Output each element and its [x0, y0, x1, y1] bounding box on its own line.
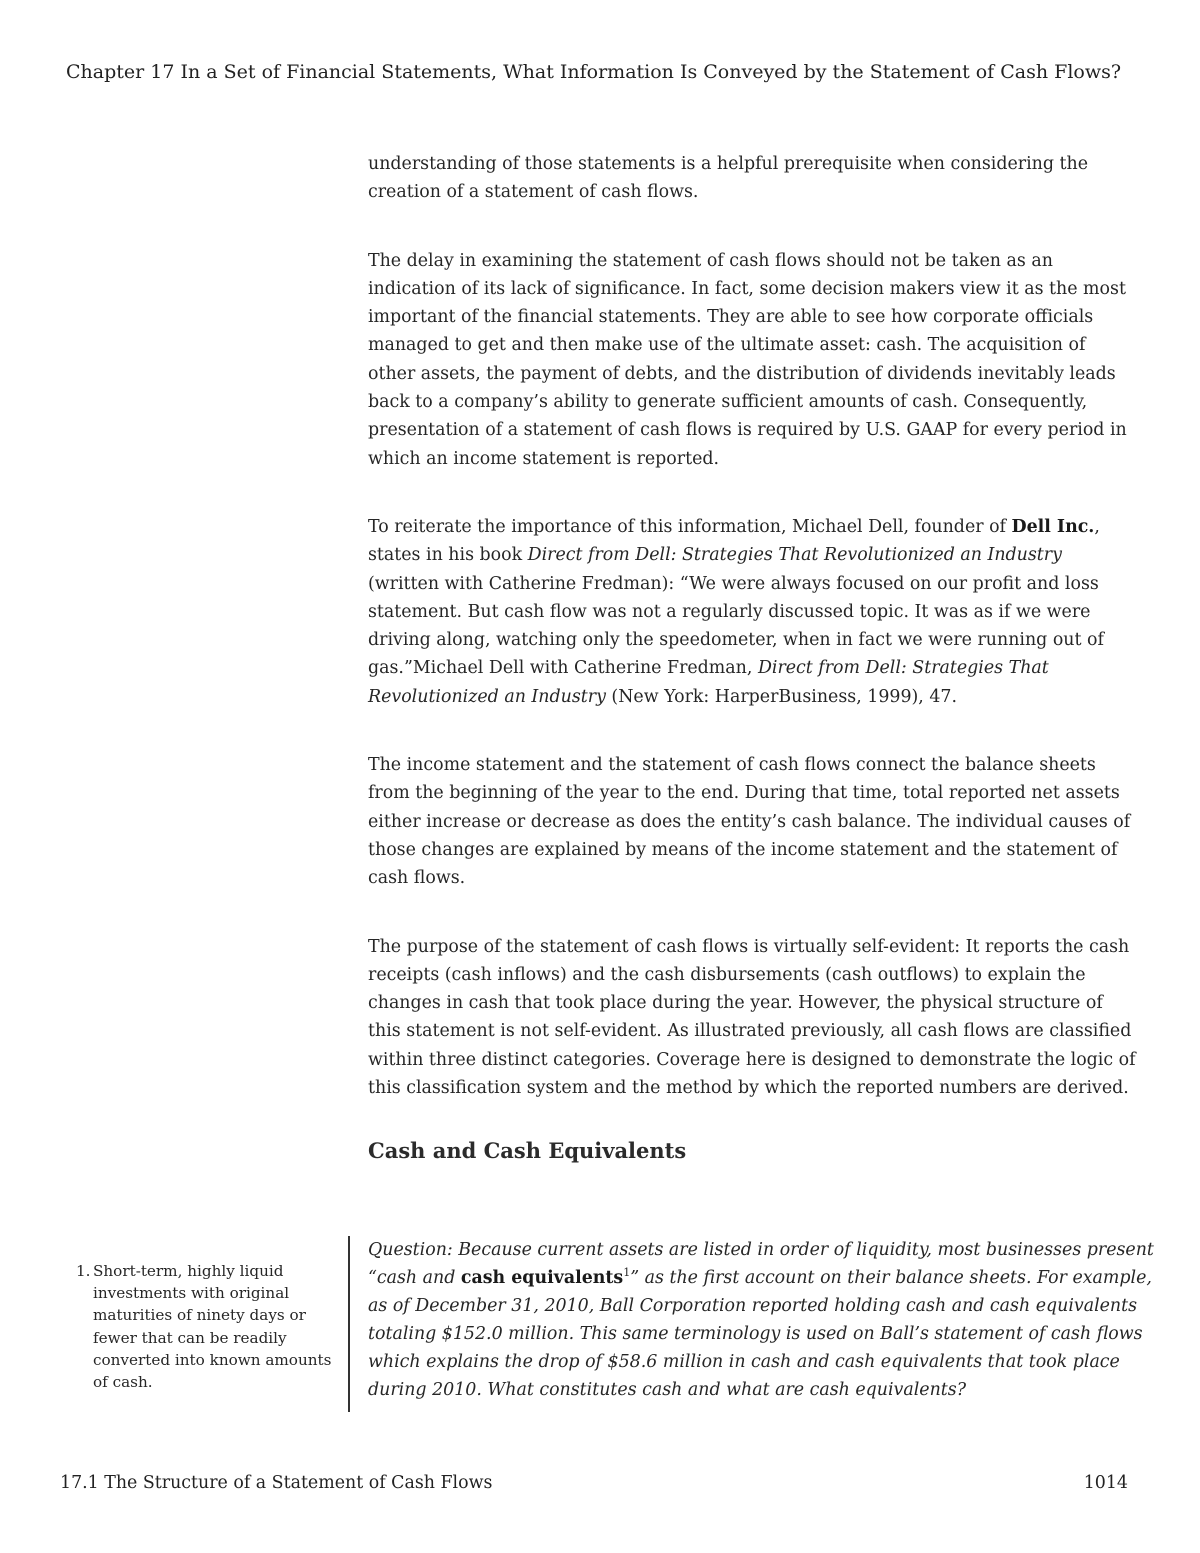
paragraph-1: understanding of those statements is a helpful prerequisite when considering the creation of a statement of cash flows. [368, 154, 1088, 203]
book-title-citation: Direct from Dell: Strategies That Revolutionized an Industry [368, 658, 1049, 707]
section-title: Cash and Cash Equivalents [368, 1138, 687, 1164]
dell-inc-term: Dell Inc. [1011, 516, 1095, 537]
book-title: Direct from Dell: Strategies That Revolutionized an Industry [527, 545, 1062, 566]
paragraph-4: The income statement and the statement of cash flows connect the balance sheets from the beginning of the year to the end. During that time, total reported net assets either increase or decrease as does the entity’s cash balance. The individual causes of those changes are explained by means of the income statement and the statement of cash flows. [368, 755, 1131, 889]
p3-text-a: To reiterate the importance of this information, Michael Dell, founder of [368, 516, 1012, 537]
sidenote-text: Short-term, highly liquid investments with original maturities of ninety days or fewer that can be readily converted into known amounts of cash. [93, 1262, 332, 1392]
main-content [368, 150, 1138, 1196]
footnote-ref: 1 [623, 1266, 631, 1280]
running-head: Chapter 17 In a Set of Financial Statements, What Information Is Conveyed by the Statement of Cash Flows? [66, 61, 1122, 83]
p3-text-c: , states in his book [368, 516, 1100, 566]
paragraph-5: The purpose of the statement of cash flows is virtually self-evident: It reports the cash receipts (cash inflows) and the cash disbursements (cash outflows) to explain the changes in cash that took place during the year. However, the physical structure of this statement is not self-evident. As illustrated previously, all cash flows are classified within three distinct categories. Coverage here is designed to demonstrate the logic of this classification system and the method by which the reported numbers are derived. [368, 936, 1136, 1099]
paragraph-2: The delay in examining the statement of cash flows should not be taken as an indication of its lack of significance. In fact, some decision makers view it as the most important of the financial statements. They are able to see how corporate officials managed to get and then make use of the ultimate asset: cash. The acquisition of other assets, the payment of debts, and the distribution of dividends inevitably leads back to a company’s ability to generate sufficient amounts of cash. Consequently, presentation of a statement of cash flows is required by U.S. GAAP for every period in which an income statement is reported. [368, 250, 1127, 469]
question-text-a: Question: Because current assets are listed in order of liquidity, most businesses present “cash and [368, 1240, 1154, 1288]
p3-text-g: (New York: HarperBusiness, 1999), 47. [605, 686, 958, 707]
paragraph-3 [368, 513, 1138, 711]
question-block [348, 1236, 1158, 1412]
key-term-cash-equivalents: cash equivalents [460, 1268, 624, 1288]
footer-section-title: 17.1 The Structure of a Statement of Cash Flows [60, 1473, 493, 1493]
question-text-c: ” as the first account on their balance sheets. For example, as of December 31, 2010, Ball Corporation reported holding cash and cash equivalents totaling $152.0 million. This same terminology is used on Ball’s statement of cash flows which explains the drop of $58.6 million in cash and cash equivalents that took place during 2010. What constitutes cash and what are cash equivalents? [368, 1268, 1152, 1400]
p3-text-e: (written with Catherine Fredman): “We were always focused on our profit and loss statement. But cash flow was not a regularly discussed topic. It was as if we were driving along, watching only the speedometer, when in fact we were running out of gas.”Michael Dell with Catherine Fredman, [368, 573, 1104, 679]
glossary-sidenote [76, 1260, 338, 1393]
sidenote-number: 1. [76, 1262, 91, 1280]
page-number: 1014 [1083, 1473, 1128, 1493]
